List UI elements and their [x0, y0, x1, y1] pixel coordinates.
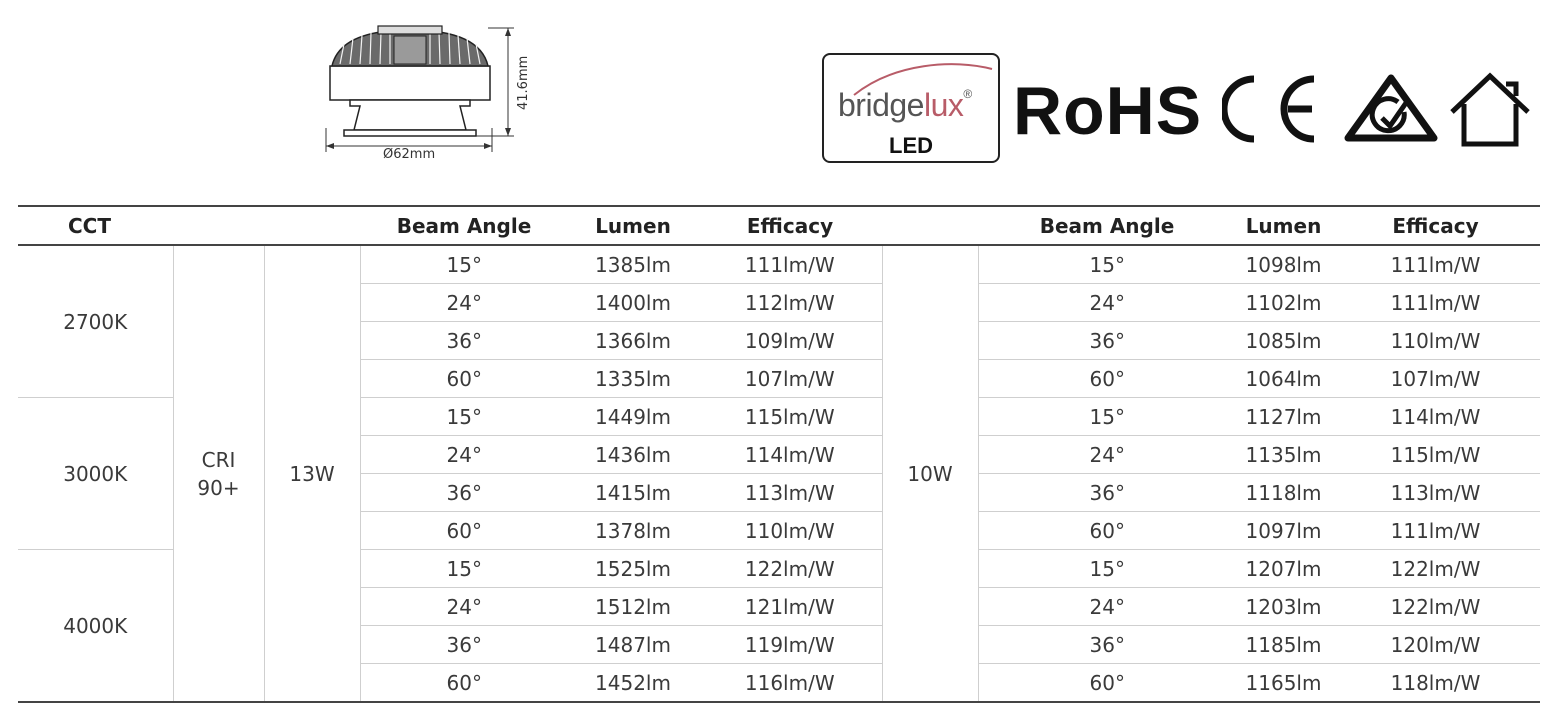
lumen-cell: 1203lm: [1236, 588, 1331, 626]
table-header-row: [18, 206, 1540, 245]
lumen-cell: 1098lm: [1236, 245, 1331, 284]
efficacy-cell: 120lm/W: [1331, 626, 1540, 664]
header-beam-angle-13w: Beam Angle: [360, 206, 568, 245]
diameter-label: Ø62mm: [383, 147, 436, 162]
beam-angle-cell: 60°: [360, 360, 568, 398]
efficacy-cell: 122lm/W: [1331, 550, 1540, 588]
beam-angle-cell: 60°: [360, 512, 568, 550]
beam-angle-cell: 60°: [360, 664, 568, 703]
beam-angle-cell: 24°: [360, 436, 568, 474]
cct-3000k: 3000K: [18, 398, 173, 550]
efficacy-cell: 118lm/W: [1331, 664, 1540, 703]
efficacy-cell: 116lm/W: [698, 664, 882, 703]
beam-angle-cell: 36°: [978, 474, 1236, 512]
lumen-cell: 1452lm: [568, 664, 698, 703]
efficacy-cell: 107lm/W: [698, 360, 882, 398]
efficacy-cell: 113lm/W: [698, 474, 882, 512]
beam-angle-cell: 15°: [360, 550, 568, 588]
lumen-cell: 1102lm: [1236, 284, 1331, 322]
efficacy-cell: 121lm/W: [698, 588, 882, 626]
efficacy-cell: 122lm/W: [698, 550, 882, 588]
beam-angle-cell: 24°: [360, 588, 568, 626]
bridgelux-word-accent: lux: [923, 87, 964, 123]
lumen-cell: 1085lm: [1236, 322, 1331, 360]
bridgelux-registered: ®: [963, 87, 972, 101]
header-efficacy-13w: Efficacy: [698, 206, 882, 245]
lumen-cell: 1207lm: [1236, 550, 1331, 588]
efficacy-cell: 111lm/W: [1331, 284, 1540, 322]
beam-angle-cell: 36°: [360, 474, 568, 512]
bridgelux-led-label: LED: [889, 133, 933, 158]
header-spacer: [882, 206, 978, 245]
lumen-cell: 1127lm: [1236, 398, 1331, 436]
lumen-cell: 1449lm: [568, 398, 698, 436]
efficacy-cell: 119lm/W: [698, 626, 882, 664]
efficacy-cell: 113lm/W: [1331, 474, 1540, 512]
cct-2700k: 2700K: [18, 245, 173, 398]
header-lumen-10w: Lumen: [1236, 206, 1331, 245]
lumen-cell: 1335lm: [568, 360, 698, 398]
ce-mark-icon: [1222, 75, 1326, 143]
beam-angle-cell: 15°: [360, 245, 568, 284]
lumen-cell: 1097lm: [1236, 512, 1331, 550]
cri-cell: [173, 245, 264, 702]
cct-4000k: 4000K: [18, 550, 173, 703]
beam-angle-cell: 60°: [978, 512, 1236, 550]
lumen-cell: 1385lm: [568, 245, 698, 284]
beam-angle-cell: 24°: [978, 284, 1236, 322]
beam-angle-cell: 36°: [360, 626, 568, 664]
efficacy-cell: 112lm/W: [698, 284, 882, 322]
beam-angle-cell: 15°: [978, 245, 1236, 284]
beam-angle-cell: 24°: [978, 588, 1236, 626]
beam-angle-cell: 24°: [360, 284, 568, 322]
efficacy-cell: 107lm/W: [1331, 360, 1540, 398]
rcm-mark-icon: [1342, 72, 1440, 146]
efficacy-cell: 115lm/W: [1331, 436, 1540, 474]
power-13w: 13W: [264, 245, 360, 702]
lumen-cell: 1525lm: [568, 550, 698, 588]
lumen-cell: 1378lm: [568, 512, 698, 550]
bridgelux-wordmark: [838, 87, 972, 124]
lumen-cell: 1064lm: [1236, 360, 1331, 398]
house-icon: [1446, 72, 1534, 148]
bridgelux-word-main: bridge: [838, 87, 924, 123]
lumen-cell: 1185lm: [1236, 626, 1331, 664]
cri-value: 90+: [197, 475, 240, 500]
beam-angle-cell: 36°: [360, 322, 568, 360]
beam-angle-cell: 15°: [978, 398, 1236, 436]
bridgelux-logo: [822, 53, 1000, 163]
efficacy-cell: 109lm/W: [698, 322, 882, 360]
lumen-cell: 1512lm: [568, 588, 698, 626]
efficacy-cell: 110lm/W: [698, 512, 882, 550]
power-10w: 10W: [882, 245, 978, 702]
beam-angle-cell: 15°: [978, 550, 1236, 588]
beam-angle-cell: 24°: [978, 436, 1236, 474]
lumen-cell: 1366lm: [568, 322, 698, 360]
rohs-logo: RoHS: [1013, 73, 1203, 149]
header-lumen-13w: Lumen: [568, 206, 698, 245]
beam-angle-cell: 15°: [360, 398, 568, 436]
efficacy-cell: 122lm/W: [1331, 588, 1540, 626]
efficacy-cell: 111lm/W: [1331, 245, 1540, 284]
efficacy-cell: 111lm/W: [1331, 512, 1540, 550]
cri-label: CRI: [201, 447, 236, 472]
lumen-cell: 1415lm: [568, 474, 698, 512]
beam-angle-cell: 36°: [978, 322, 1236, 360]
efficacy-cell: 111lm/W: [698, 245, 882, 284]
header-efficacy-10w: Efficacy: [1331, 206, 1540, 245]
header-cct: CCT: [18, 206, 360, 245]
lumen-cell: 1165lm: [1236, 664, 1331, 703]
lumen-cell: 1487lm: [568, 626, 698, 664]
table-row: [18, 245, 1540, 284]
product-dimension-drawing: [318, 18, 548, 168]
efficacy-cell: 114lm/W: [1331, 398, 1540, 436]
lumen-cell: 1400lm: [568, 284, 698, 322]
lumen-cell: 1118lm: [1236, 474, 1331, 512]
efficacy-cell: 115lm/W: [698, 398, 882, 436]
lumen-cell: 1135lm: [1236, 436, 1331, 474]
height-label: 41.6mm: [516, 55, 531, 110]
spec-table: [18, 205, 1540, 703]
header-beam-angle-10w: Beam Angle: [978, 206, 1236, 245]
efficacy-cell: 114lm/W: [698, 436, 882, 474]
beam-angle-cell: 60°: [978, 360, 1236, 398]
beam-angle-cell: 60°: [978, 664, 1236, 703]
beam-angle-cell: 36°: [978, 626, 1236, 664]
lumen-cell: 1436lm: [568, 436, 698, 474]
efficacy-cell: 110lm/W: [1331, 322, 1540, 360]
